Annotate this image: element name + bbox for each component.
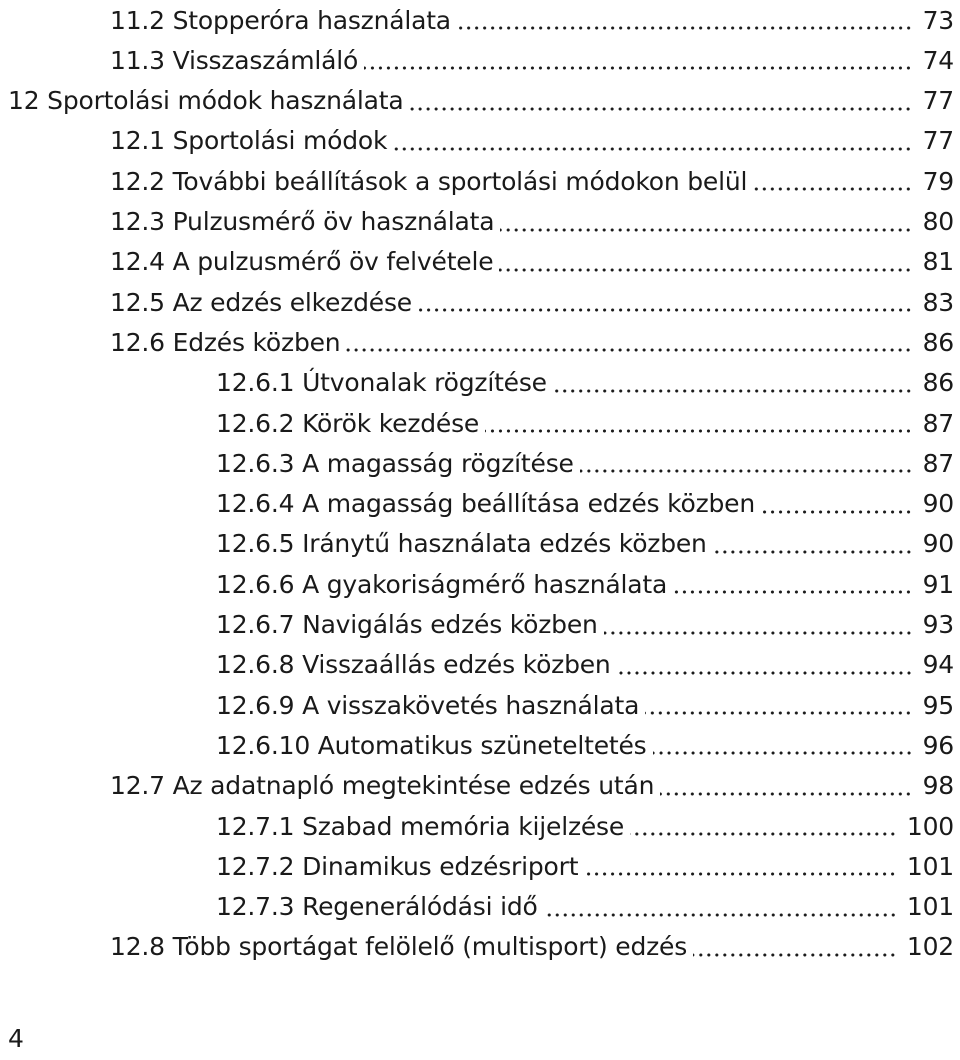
toc-entry-page: 81 <box>922 247 954 277</box>
toc-entry-title: 11.2 Stopperóra használata <box>110 5 451 35</box>
toc-entry[interactable] <box>216 403 954 443</box>
toc-entry[interactable] <box>110 202 954 242</box>
toc-entry-title: 12.8 Több sportágat felölelő (multisport) edzés <box>110 932 688 962</box>
toc-entry[interactable] <box>216 605 954 645</box>
toc-entry[interactable] <box>110 161 954 201</box>
toc-entry[interactable] <box>110 40 954 80</box>
toc-entry-page: 80 <box>922 207 954 236</box>
toc-entry-page: 95 <box>922 690 954 720</box>
page-number: 4 <box>8 1024 24 1053</box>
toc-entry[interactable] <box>110 0 954 40</box>
toc-entry-title: 12.6.5 Iránytű használata edzés közben <box>216 529 707 559</box>
toc-entry-title: 12.5 Az edzés elkezdése <box>110 287 412 317</box>
toc-entry-title: 12.6.3 A magasság rögzítése <box>216 448 574 478</box>
toc-entry-title: 12.7.3 Regenerálódási idő <box>216 892 538 922</box>
dot-leader <box>418 308 913 312</box>
toc-entry[interactable] <box>216 484 954 524</box>
toc-entry-page: 74 <box>922 45 954 75</box>
toc-entry[interactable] <box>110 282 954 322</box>
toc-entry-title: 12.6.4 A magasság beállítása edzés közben <box>216 489 756 519</box>
toc-entry[interactable] <box>216 846 954 886</box>
toc-entry-title: 12.6.7 Navigálás edzés közben <box>216 610 598 639</box>
dot-leader <box>580 469 913 473</box>
dot-leader <box>499 268 912 272</box>
toc-entry[interactable] <box>110 242 954 282</box>
toc-entry-title: 12.6.8 Visszaállás edzés közben <box>216 650 611 680</box>
toc-entry-title: 12 Sportolási módok használata <box>8 86 404 116</box>
dot-leader <box>660 792 912 796</box>
toc-entry-page: 90 <box>922 489 954 519</box>
toc-entry-page: 86 <box>922 327 954 357</box>
dot-leader <box>617 671 913 675</box>
dot-leader <box>553 389 913 393</box>
dot-leader <box>485 429 912 433</box>
dot-leader <box>713 550 913 554</box>
toc-entry-page: 101 <box>906 851 954 881</box>
toc-entry[interactable] <box>216 887 954 927</box>
dot-leader <box>761 510 913 514</box>
dot-leader <box>604 631 913 635</box>
toc-entry-title: 12.6 Edzés közben <box>110 327 341 357</box>
toc-entry-page: 100 <box>906 811 954 841</box>
toc-entry-title: 11.3 Visszaszámláló <box>110 45 359 75</box>
toc-entry-page: 101 <box>906 892 954 922</box>
toc-entry-page: 91 <box>922 569 954 599</box>
dot-leader <box>630 832 897 836</box>
toc-entry[interactable] <box>216 564 954 604</box>
toc-entry[interactable] <box>110 322 954 362</box>
toc-entry-page: 102 <box>906 932 954 962</box>
toc-entry-page: 86 <box>922 368 954 398</box>
dot-leader <box>457 26 913 30</box>
dot-leader <box>500 228 912 232</box>
toc-entry-page: 73 <box>922 5 954 35</box>
dot-leader <box>544 913 897 917</box>
toc-entry-title: 12.6.2 Körök kezdése <box>216 408 480 438</box>
toc-entry-page: 90 <box>922 529 954 559</box>
dot-leader <box>346 348 912 352</box>
toc-entry-title: 12.6.10 Automatikus szüneteltetés <box>216 730 647 760</box>
toc-entry[interactable] <box>216 363 954 403</box>
toc-entry-page: 87 <box>922 448 954 478</box>
toc-entry-page: 93 <box>922 610 954 639</box>
dot-leader <box>693 953 897 957</box>
toc-entry-title: 12.1 Sportolási módok <box>110 126 388 156</box>
toc-entry-title: 12.6.6 A gyakoriságmérő használata <box>216 569 668 599</box>
toc-entry-title: 12.6.9 A visszakövetés használata <box>216 690 640 720</box>
dot-leader <box>393 147 912 151</box>
toc-entry[interactable] <box>216 524 954 564</box>
toc-entry[interactable] <box>110 766 954 806</box>
toc-entry-title: 12.2 További beállítások a sportolási módokon belül <box>110 166 748 196</box>
toc-entry[interactable] <box>216 685 954 725</box>
toc-entry[interactable] <box>216 725 954 765</box>
dot-leader <box>673 590 912 594</box>
toc-entry-title: 12.7.2 Dinamikus edzésriport <box>216 851 579 881</box>
toc-entry-page: 77 <box>922 86 954 116</box>
dot-leader <box>584 872 897 876</box>
toc-entry-page: 94 <box>922 650 954 680</box>
toc-entry[interactable] <box>216 645 954 685</box>
toc-entry-page: 83 <box>922 287 954 317</box>
dot-leader <box>364 66 912 70</box>
toc-entry-title: 12.7.1 Szabad memória kijelzése <box>216 811 625 841</box>
toc-entry-title: 12.3 Pulzusmérő öv használata <box>110 207 495 236</box>
toc-entry[interactable] <box>216 806 954 846</box>
toc-entry-page: 87 <box>922 408 954 438</box>
toc-entry-page: 98 <box>922 771 954 801</box>
toc-entry[interactable] <box>8 81 954 121</box>
toc-entry-page: 96 <box>922 730 954 760</box>
toc-entry[interactable] <box>110 121 954 161</box>
dot-leader <box>645 711 912 715</box>
toc-entry-title: 12.6.1 Útvonalak rögzítése <box>216 368 547 398</box>
toc-entry-page: 77 <box>922 126 954 156</box>
toc-entry-title: 12.7 Az adatnapló megtekintése edzés után <box>110 771 655 801</box>
toc-entry-page: 79 <box>922 166 954 196</box>
dot-leader <box>653 751 913 755</box>
dot-leader <box>409 107 912 111</box>
toc-entry[interactable] <box>110 927 954 967</box>
toc-entry-title: 12.4 A pulzusmérő öv felvétele <box>110 247 494 277</box>
toc-entry[interactable] <box>216 443 954 483</box>
dot-leader <box>753 187 912 191</box>
